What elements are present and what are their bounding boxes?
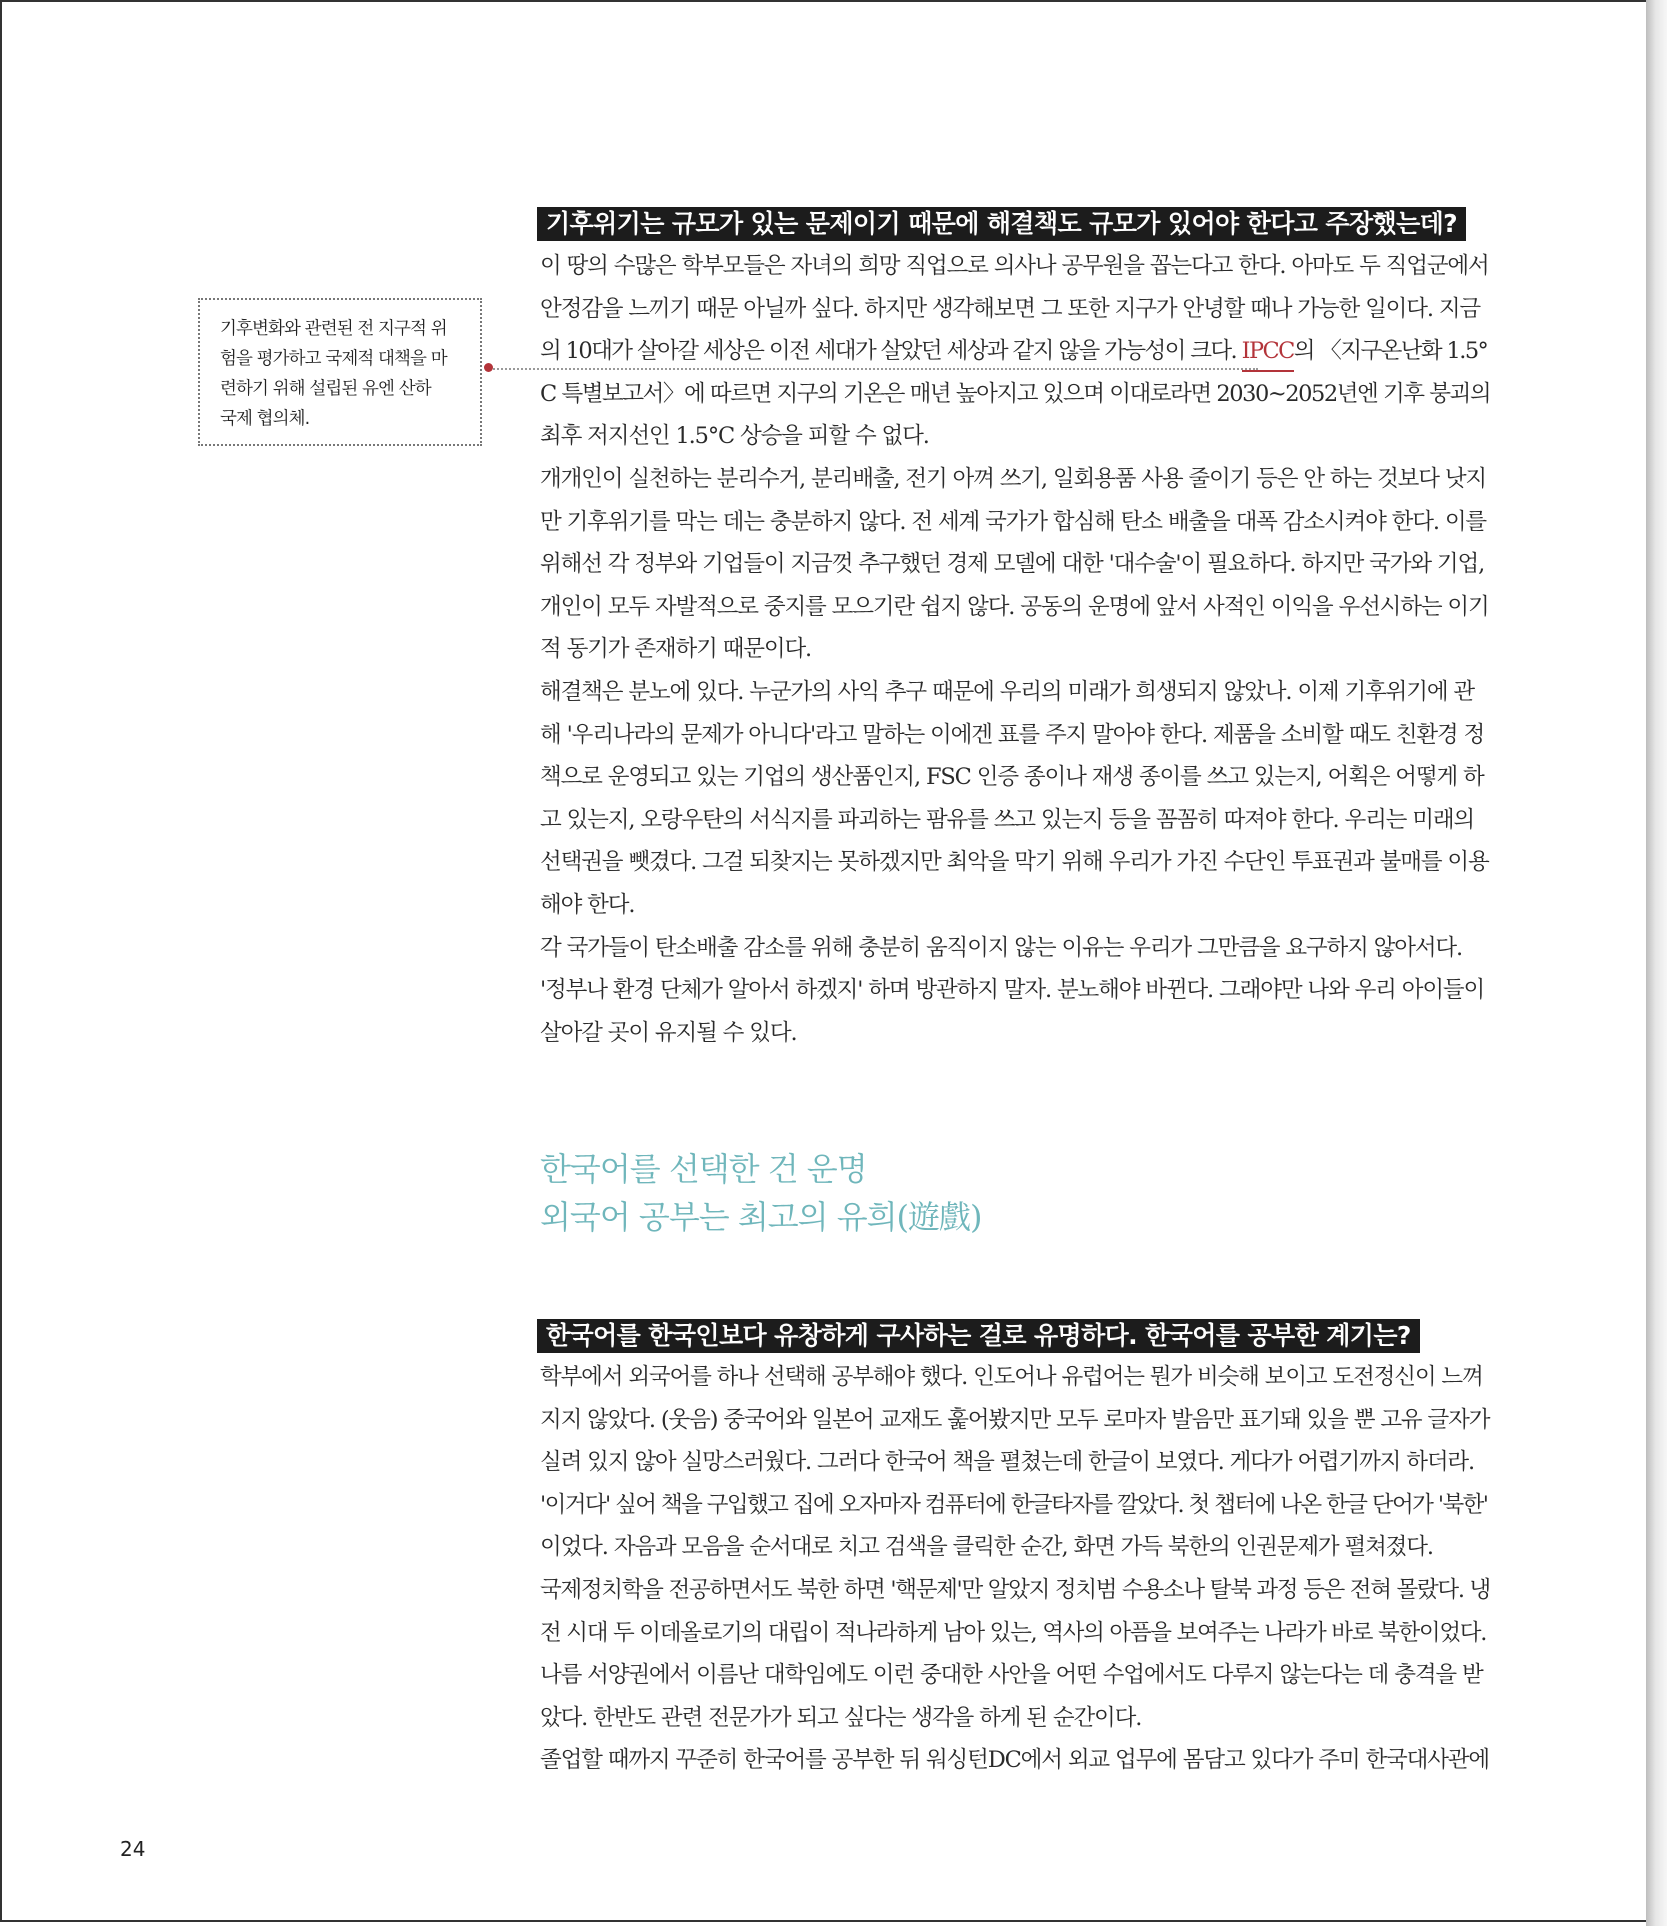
page-number: 24 [120, 1837, 146, 1861]
answer-line: 실려 있지 않아 실망스러웠다. 그러다 한국어 책을 펼쳤는데 한글이 보였다. 게다가 어렵기까지 하더라. [540, 1449, 1475, 1476]
answer-line: 전 시대 두 이데올로기의 대립이 적나라하게 남아 있는, 역사의 아픔을 보여주는 나라가 바로 북한이었다. [540, 1619, 1487, 1646]
answer-line: 지지 않았다. (웃음) 중국어와 일본어 교재도 훑어봤지만 모두 로마자 발음만 표기돼 있을 뿐 고유 글자가 [540, 1406, 1490, 1433]
section-title-line-2: 외국어 공부는 최고의 유희(遊戲) [540, 1198, 982, 1236]
answer-line-text: 의 10대가 살아갈 세상은 이전 세대가 살았던 세상과 같지 않을 가능성이 크다. [540, 338, 1242, 365]
glossary-line: 기후변화와 관련된 전 지구적 위 [220, 319, 447, 339]
answer-line: 나름 서양권에서 이름난 대학임에도 이런 중대한 사안을 어떤 수업에서도 다루지 않는다는 데 충격을 받 [540, 1662, 1483, 1689]
section-title [540, 1145, 982, 1241]
interview-question-1: 기후위기는 규모가 있는 문제이기 때문에 해결책도 규모가 있어야 한다고 주장했는데? [537, 207, 1466, 241]
answer-line: 책으로 운영되고 있는 기업의 생산품인지, FSC 인증 종이나 재생 종이를 쓰고 있는지, 어획은 어떻게 하 [540, 764, 1484, 791]
glossary-line: 험을 평가하고 국제적 대책을 마 [220, 349, 447, 369]
answer-line: 살아갈 곳이 유지될 수 있다. [540, 1019, 797, 1046]
answer-line: 졸업할 때까지 꾸준히 한국어를 공부한 뒤 워싱턴DC에서 외교 업무에 몸담고 있다가 주미 한국대사관에 [540, 1747, 1489, 1774]
answer-line: 적 동기가 존재하기 때문이다. [540, 636, 812, 663]
answer-line: 국제정치학을 전공하면서도 북한 하면 '핵문제'만 알았지 정치범 수용소나 탈북 과정 등은 전혀 몰랐다. 냉 [540, 1576, 1490, 1603]
answer-line: 해결책은 분노에 있다. 누군가의 사익 추구 때문에 우리의 미래가 희생되지 않았나. 이제 기후위기에 관 [540, 678, 1475, 705]
answer-line: 았다. 한반도 관련 전문가가 되고 싶다는 생각을 하게 된 순간이다. [540, 1704, 1142, 1731]
glossary-line: 국제 협의체. [220, 409, 310, 429]
glossary-leader-line [490, 368, 1258, 370]
glossary-line: 련하기 위해 설립된 유엔 산하 [220, 379, 431, 399]
answer-line: C 특별보고서〉에 따르면 지구의 기온은 매년 높아지고 있으며 이대로라면 2030~2052년엔 기후 붕괴의 [540, 380, 1491, 407]
answer-line: '정부나 환경 단체가 알아서 하겠지' 하며 방관하지 말자. 분노해야 바뀐다. 그래야만 나와 우리 아이들이 [540, 977, 1485, 1004]
answer-line-text: 의 〈지구온난화 1.5° [1293, 338, 1488, 365]
glossary-leader-dot [484, 363, 493, 372]
answer-line: 최후 저지선인 1.5°C 상승을 피할 수 없다. [540, 423, 929, 450]
answer-line: 개개인이 실천하는 분리수거, 분리배출, 전기 아껴 쓰기, 일회용품 사용 줄이기 등은 안 하는 것보다 낫지 [540, 465, 1487, 492]
interview-answer-2 [540, 1356, 1490, 1782]
answer-line: 위해선 각 정부와 기업들이 지금껏 추구했던 경제 모델에 대한 '대수술'이 필요하다. 하지만 국가와 기업, [540, 551, 1485, 578]
interview-answer-1 [540, 245, 1490, 1054]
interview-question-2: 한국어를 한국인보다 유창하게 구사하는 걸로 유명하다. 한국어를 공부한 계기는? [537, 1319, 1420, 1353]
answer-line: 각 국가들이 탄소배출 감소를 위해 충분히 움직이지 않는 이유는 우리가 그만큼을 요구하지 않아서다. [540, 934, 1463, 961]
answer-line: 해야 한다. [540, 891, 635, 918]
answer-line: 해 '우리나라의 문제가 아니다'라고 말하는 이에겐 표를 주지 말아야 한다. 제품을 소비할 때도 친환경 정 [540, 721, 1485, 748]
answer-line: 만 기후위기를 막는 데는 충분하지 않다. 전 세계 국가가 합심해 탄소 배출을 대폭 감소시켜야 한다. 이를 [540, 508, 1487, 535]
answer-line: 고 있는지, 오랑우탄의 서식지를 파괴하는 팜유를 쓰고 있는지 등을 꼼꼼히 따져야 한다. 우리는 미래의 [540, 806, 1475, 833]
answer-line [540, 330, 1490, 373]
answer-line: 이 땅의 수많은 학부모들은 자녀의 희망 직업으로 의사나 공무원을 꼽는다고 한다. 아마도 두 직업군에서 [540, 253, 1489, 279]
ipcc-term-link[interactable]: IPCC [1242, 330, 1294, 373]
answer-line: 안정감을 느끼기 때문 아닐까 싶다. 하지만 생각해보면 그 또한 지구가 안녕할 때나 가능한 일이다. 지금 [540, 295, 1481, 322]
answer-line: 선택권을 뺏겼다. 그걸 되찾지는 못하겠지만 최악을 막기 위해 우리가 가진 수단인 투표권과 불매를 이용 [540, 849, 1489, 876]
section-title-line-1: 한국어를 선택한 건 운명 [540, 1150, 867, 1188]
answer-line: '이거다' 싶어 책을 구입했고 집에 오자마자 컴퓨터에 한글타자를 깔았다. 첫 챕터에 나온 한글 단어가 '북한' [540, 1491, 1488, 1518]
answer-line: 이었다. 자음과 모음을 순서대로 치고 검색을 클릭한 순간, 화면 가득 북한의 인권문제가 펼쳐졌다. [540, 1534, 1433, 1561]
answer-line: 학부에서 외국어를 하나 선택해 공부해야 했다. 인도어나 유럽어는 뭔가 비슷해 보이고 도전정신이 느껴 [540, 1364, 1483, 1390]
answer-line: 개인이 모두 자발적으로 중지를 모으기란 쉽지 않다. 공동의 운명에 앞서 사적인 이익을 우선시하는 이기 [540, 593, 1489, 620]
page-edge-shadow [1646, 0, 1667, 1926]
glossary-note-box [198, 298, 482, 446]
